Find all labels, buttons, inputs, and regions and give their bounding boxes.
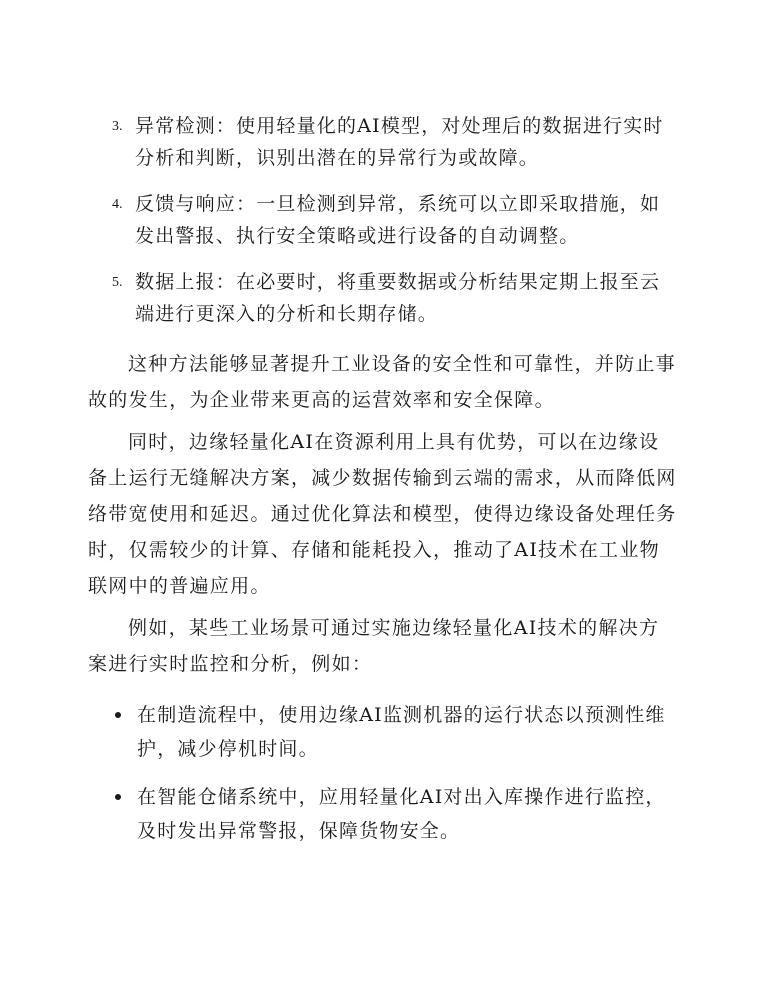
- bullet-dot-icon: [115, 712, 121, 718]
- bullet-list: [0, 698, 765, 862]
- bullet-item-text: 在制造流程中，使用边缘AI监测机器的运行状态以预测性维护，减少停机时间。: [137, 704, 666, 760]
- paragraph: 例如，某些工业场景可通过实施边缘轻量化AI技术的解决方案进行实时监控和分析，例如：: [88, 617, 660, 675]
- list-number: 3.: [112, 119, 123, 134]
- bullet-item-text: 在智能仓储系统中，应用轻量化AI对出入库操作进行监控，及时发出异常警报，保障货物安全。: [137, 786, 666, 842]
- numbered-list: [0, 110, 765, 344]
- list-item-text: 数据上报：在必要时，将重要数据或分析结果定期上报至云端进行更深入的分析和长期存储。: [135, 271, 661, 325]
- bullet-item: [0, 698, 765, 766]
- paragraph: 这种方法能够显著提升工业设备的安全性和可靠性，并防止事故的发生，为企业带来更高的运营效率和安全保障。: [88, 353, 677, 411]
- bullet-item: [0, 780, 765, 848]
- body-paragraphs: [88, 346, 678, 688]
- list-number: 5.: [112, 275, 123, 290]
- list-item-text: 异常检测：使用轻量化的AI模型，对处理后的数据进行实时分析和判断，识别出潜在的异常行为或故障。: [135, 115, 664, 169]
- list-number: 4.: [112, 197, 123, 212]
- list-item-text: 反馈与响应：一旦检测到异常，系统可以立即采取措施，如发出警报、执行安全策略或进行设备的自动调整。: [135, 193, 661, 247]
- list-item: [0, 110, 765, 174]
- bullet-dot-icon: [115, 794, 121, 800]
- paragraph: 同时，边缘轻量化AI在资源利用上具有优势，可以在边缘设备上运行无缝解决方案，减少数据传输到云端的需求，从而降低网络带宽使用和延迟。通过优化算法和模型，使得边缘设备处理任务时，仅需较少的计算、存储和能耗投入，推动了AI技术在工业物联网中的普遍应用。: [88, 431, 677, 597]
- list-item: [0, 188, 765, 252]
- list-item: [0, 266, 765, 330]
